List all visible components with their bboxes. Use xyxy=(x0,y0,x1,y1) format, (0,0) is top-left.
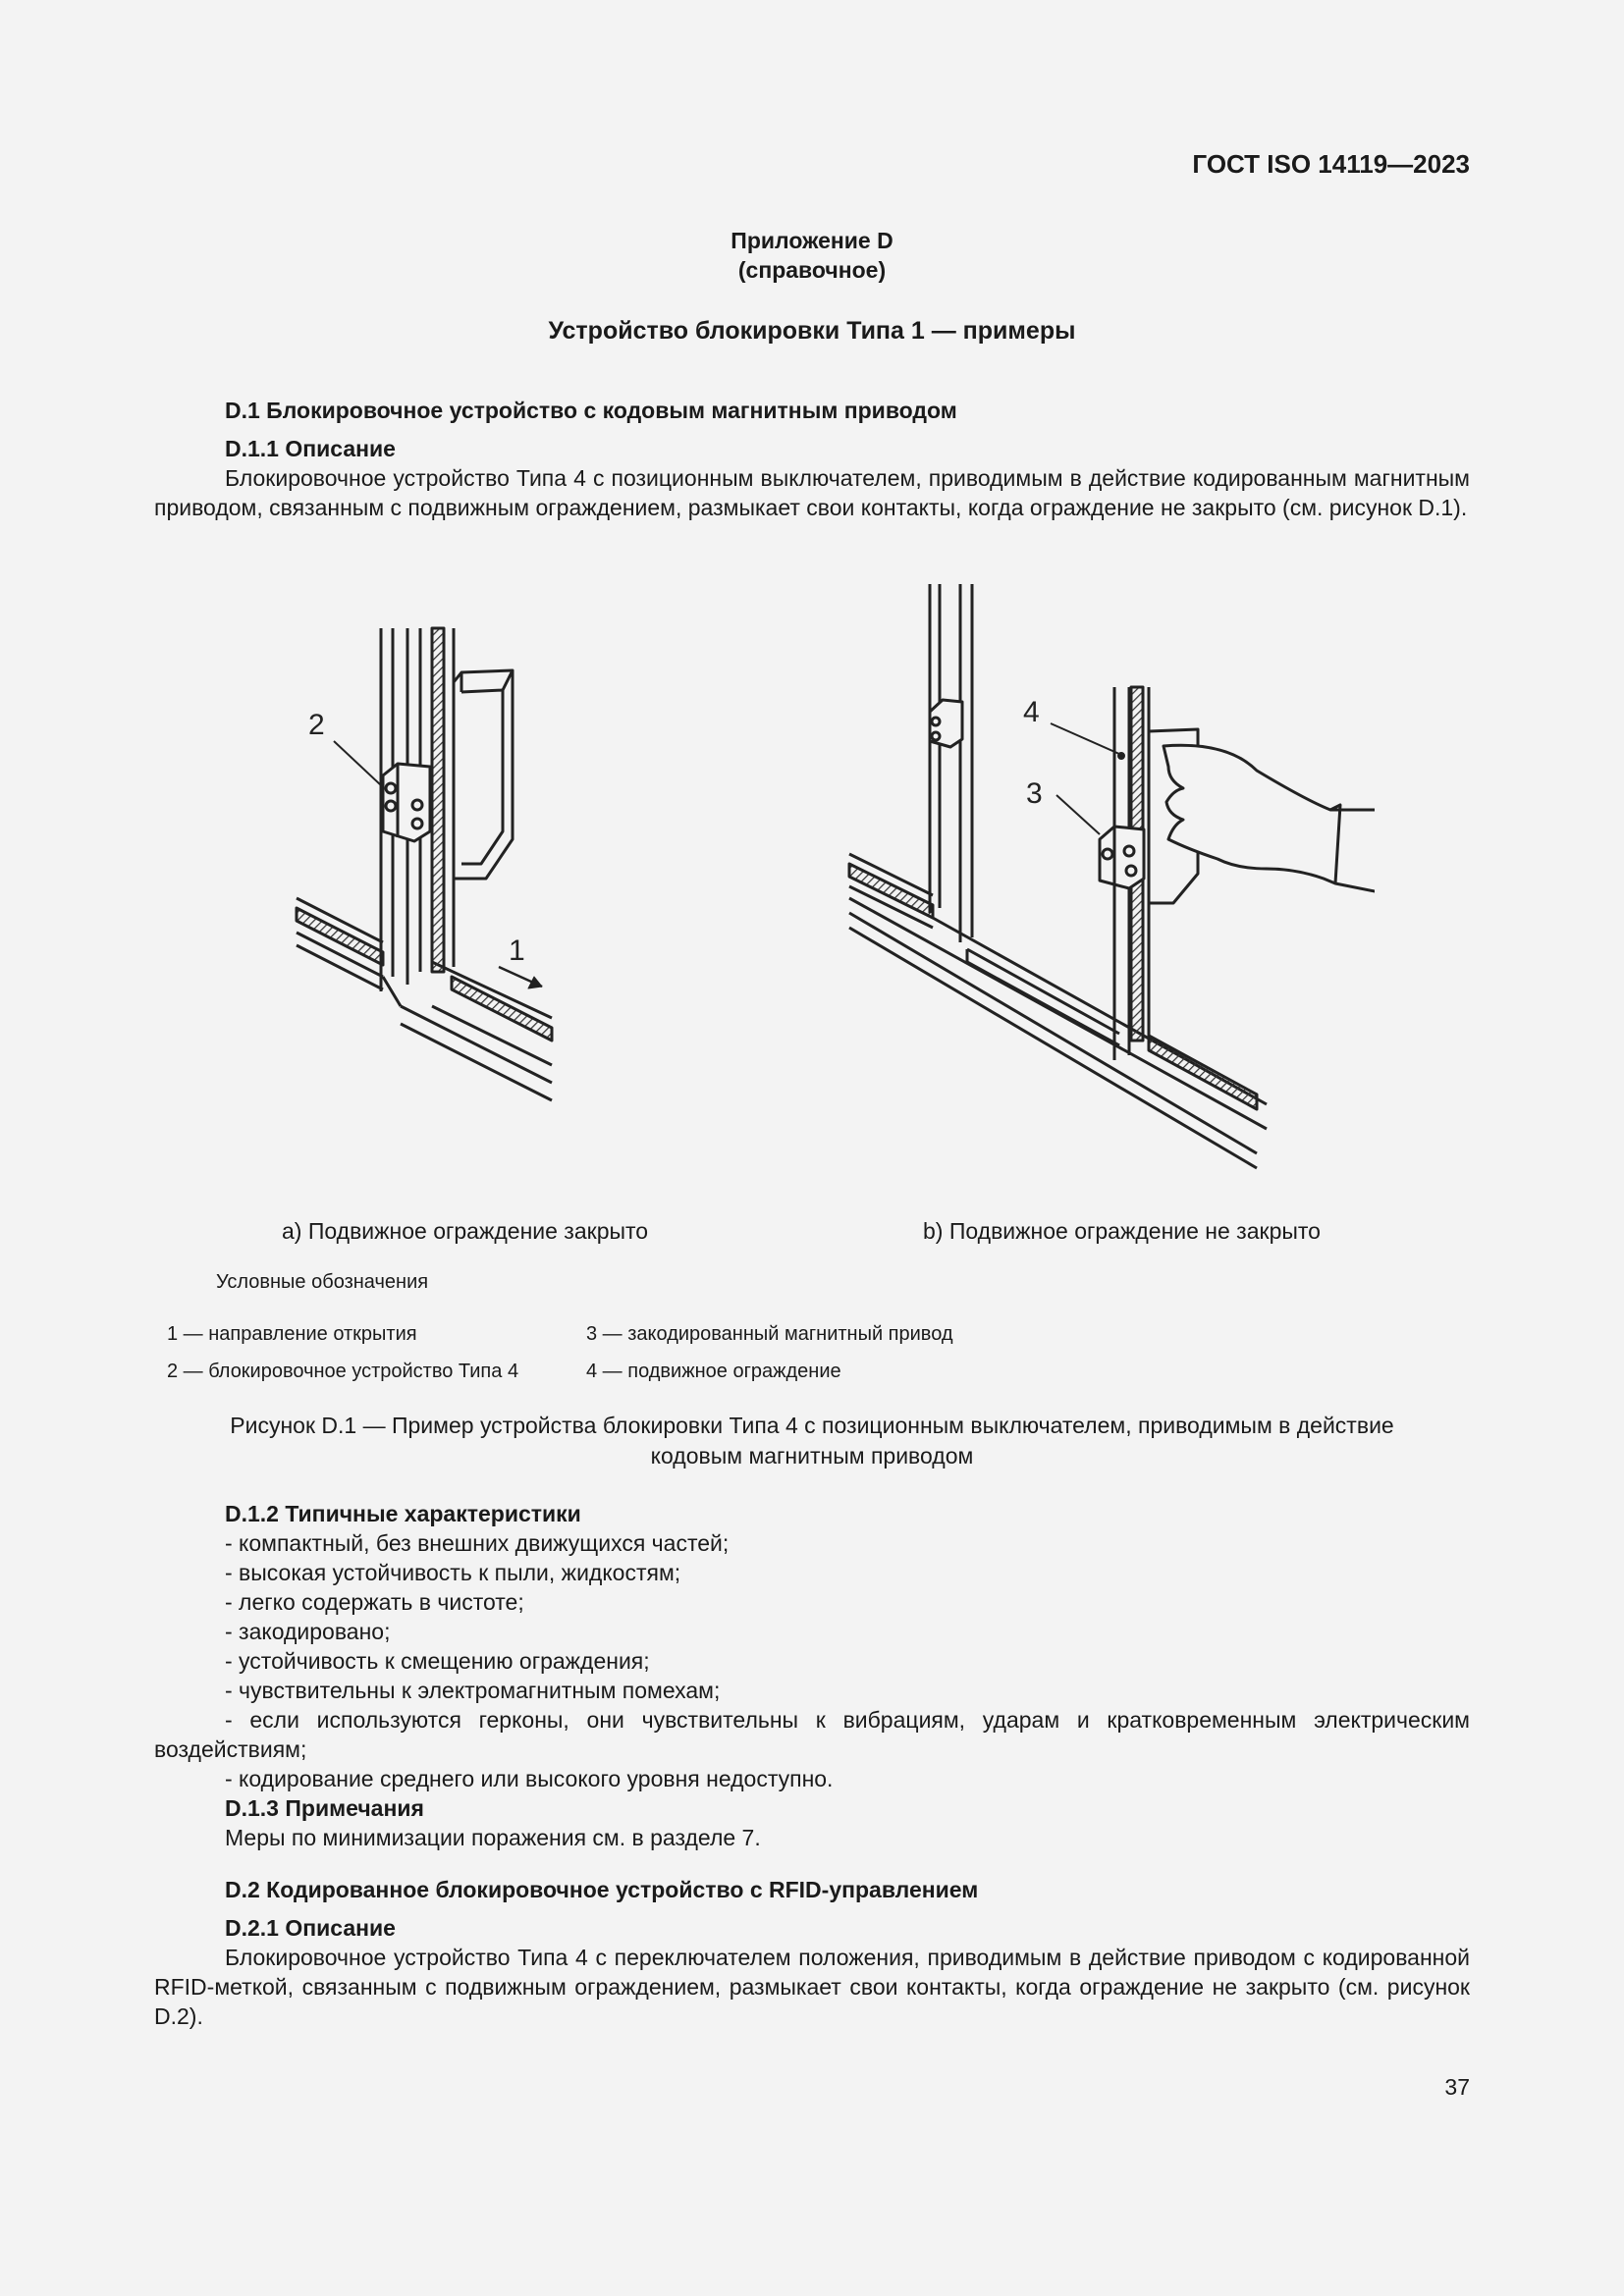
document-title: Устройство блокировки Типа 1 — примеры xyxy=(548,317,1076,345)
figure-title-line: кодовым магнитным приводом xyxy=(650,1443,974,1468)
section-d12 xyxy=(154,1499,1470,1852)
standard-number: ГОСТ ISO 14119—2023 xyxy=(1192,149,1470,179)
list-item: - высокая устойчивость к пыли, жидкостям; xyxy=(225,1560,681,1585)
figure-d1-drawing xyxy=(285,574,1375,1202)
hand xyxy=(1164,745,1340,883)
subsection-heading: D.1.1 Описание xyxy=(225,436,396,461)
legend-item: 3 — закодированный магнитный привод xyxy=(586,1323,953,1345)
list-item: - устойчивость к смещению ограждения; xyxy=(225,1648,650,1674)
drawing-guard-open xyxy=(849,584,1375,1168)
paragraph: Меры по минимизации поражения см. в разделе 7. xyxy=(225,1825,761,1850)
caption-a: а) Подвижное ограждение закрыто xyxy=(282,1218,649,1244)
callout-1: 1 xyxy=(509,934,525,967)
page-number: 37 xyxy=(1444,2074,1470,2100)
list-item: - чувствительны к электромагнитным помехам; xyxy=(225,1678,721,1703)
drawing-guard-closed xyxy=(297,628,552,1100)
legend-item: 4 — подвижное ограждение xyxy=(586,1361,841,1382)
list-item: - легко содержать в чистоте; xyxy=(225,1589,524,1615)
list-item: - закодировано; xyxy=(225,1619,391,1644)
paragraph: Блокировочное устройство Типа 4 с позиционным выключателем, приводимым в действие кодированным магнитным приводом, связанным с подвижным ограждением, размыкает свои контакты, когда ограждение не закрыто (см. рисунок D.1). xyxy=(154,465,1470,520)
section-d2 xyxy=(154,1875,1470,2031)
figure-title-line: Рисунок D.1 — Пример устройства блокировки Типа 4 с позиционным выключателем, приводимым в действие xyxy=(230,1413,1394,1438)
list-item: - если используются герконы, они чувствительны к вибрациям, ударам и кратковременным электрическим воздействиям; xyxy=(154,1707,1470,1762)
section-heading: D.1 Блокировочное устройство с кодовым магнитным приводом xyxy=(225,398,957,423)
legend-item: 2 — блокировочное устройство Типа 4 xyxy=(167,1361,519,1382)
callout-2: 2 xyxy=(308,709,325,741)
gasket-strip xyxy=(432,628,444,972)
paragraph: Блокировочное устройство Типа 4 с переключателем положения, приводимым в действие приводом с кодированной RFID-меткой, связанным с подвижным ограждением, размыкает свои контакты, когда ограждение не закрыто (см. рисунок D.2). xyxy=(154,1945,1470,2029)
subsection-heading: D.1.3 Примечания xyxy=(225,1795,424,1821)
legend-title: Условные обозначения xyxy=(216,1271,429,1293)
annex-title xyxy=(154,226,1470,285)
gasket-strip xyxy=(849,864,933,918)
callout-4: 4 xyxy=(1023,696,1040,728)
annex-type: (справочное) xyxy=(737,257,887,283)
callout-3: 3 xyxy=(1026,777,1043,810)
section-d1 xyxy=(154,396,1470,522)
list-item: - компактный, без внешних движущихся частей; xyxy=(225,1530,730,1556)
list-item: - кодирование среднего или высокого уровня недоступно. xyxy=(225,1766,834,1791)
section-heading: D.2 Кодированное блокировочное устройство с RFID-управлением xyxy=(225,1877,979,1902)
figure-title xyxy=(154,1411,1470,1471)
subsection-heading: D.2.1 Описание xyxy=(225,1915,396,1941)
annex-label: Приложение D xyxy=(731,228,893,253)
caption-b: b) Подвижное ограждение не закрыто xyxy=(923,1218,1321,1244)
legend-item: 1 — направление открытия xyxy=(167,1323,417,1345)
subsection-heading: D.1.2 Типичные характеристики xyxy=(225,1501,581,1526)
